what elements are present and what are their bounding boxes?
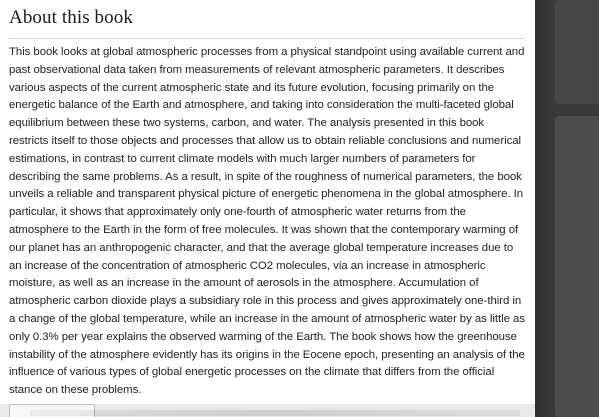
book-description: This book looks at global atmospheric processes from a physical standpoint using available current and past observational data taken from measurements of relevant atmospheric parameters. It describes various aspects of the current atmospheric state and its future evolution, focusing primarily on the energetic balance of the Earth and atmosphere, and taking into consideration the multi-faceted global equilibrium between these two systems, carbon, and water. The analysis presented in this book restricts itself to those objects and processes that allow us to obtain reliable conclusions and numerical estimations, in contrast to current climate models with much larger numbers of parameters for describing the same problems. As a result, in spite of the roughness of numerical parameters, the book unveils a reliable and transparent physical picture of energetic phenomena in the global atmosphere. In particular, it shows that approximately only one-fourth of atmospheric water returns from the atmosphere to the Earth in the form of free molecules. It was shown that the contemporary warming of our planet has an anthropogenic character, and that the average global temperature increases due to an increase of the concentration of atmospheric CO2 molecules, via an increase in atmospheric moisture, as well as an increase in the amount of aerosols in the atmosphere. Accumulation of atmospheric carbon dioxide plays a subsidiary role in this process and gives approximately one-third in a change of the global temperature, while an increase in the amount of atmospheric water by as little as only 0.3% per year explains the observed warming of the Earth. The book shows how the greenhouse instability of the atmosphere evidently has its origins in the Eocene epoch, presenting an analysis of the influence of various types of global energetic processes on the climate that differs from the official stance on these problems. [9,46,525,397]
partially-visible-text [30,410,520,416]
side-card-top [555,0,599,104]
panel-shadow [535,0,555,417]
next-section-strip [0,404,535,417]
section-title: About this book [9,7,133,28]
side-card-bottom [555,116,599,417]
title-divider [9,38,525,39]
